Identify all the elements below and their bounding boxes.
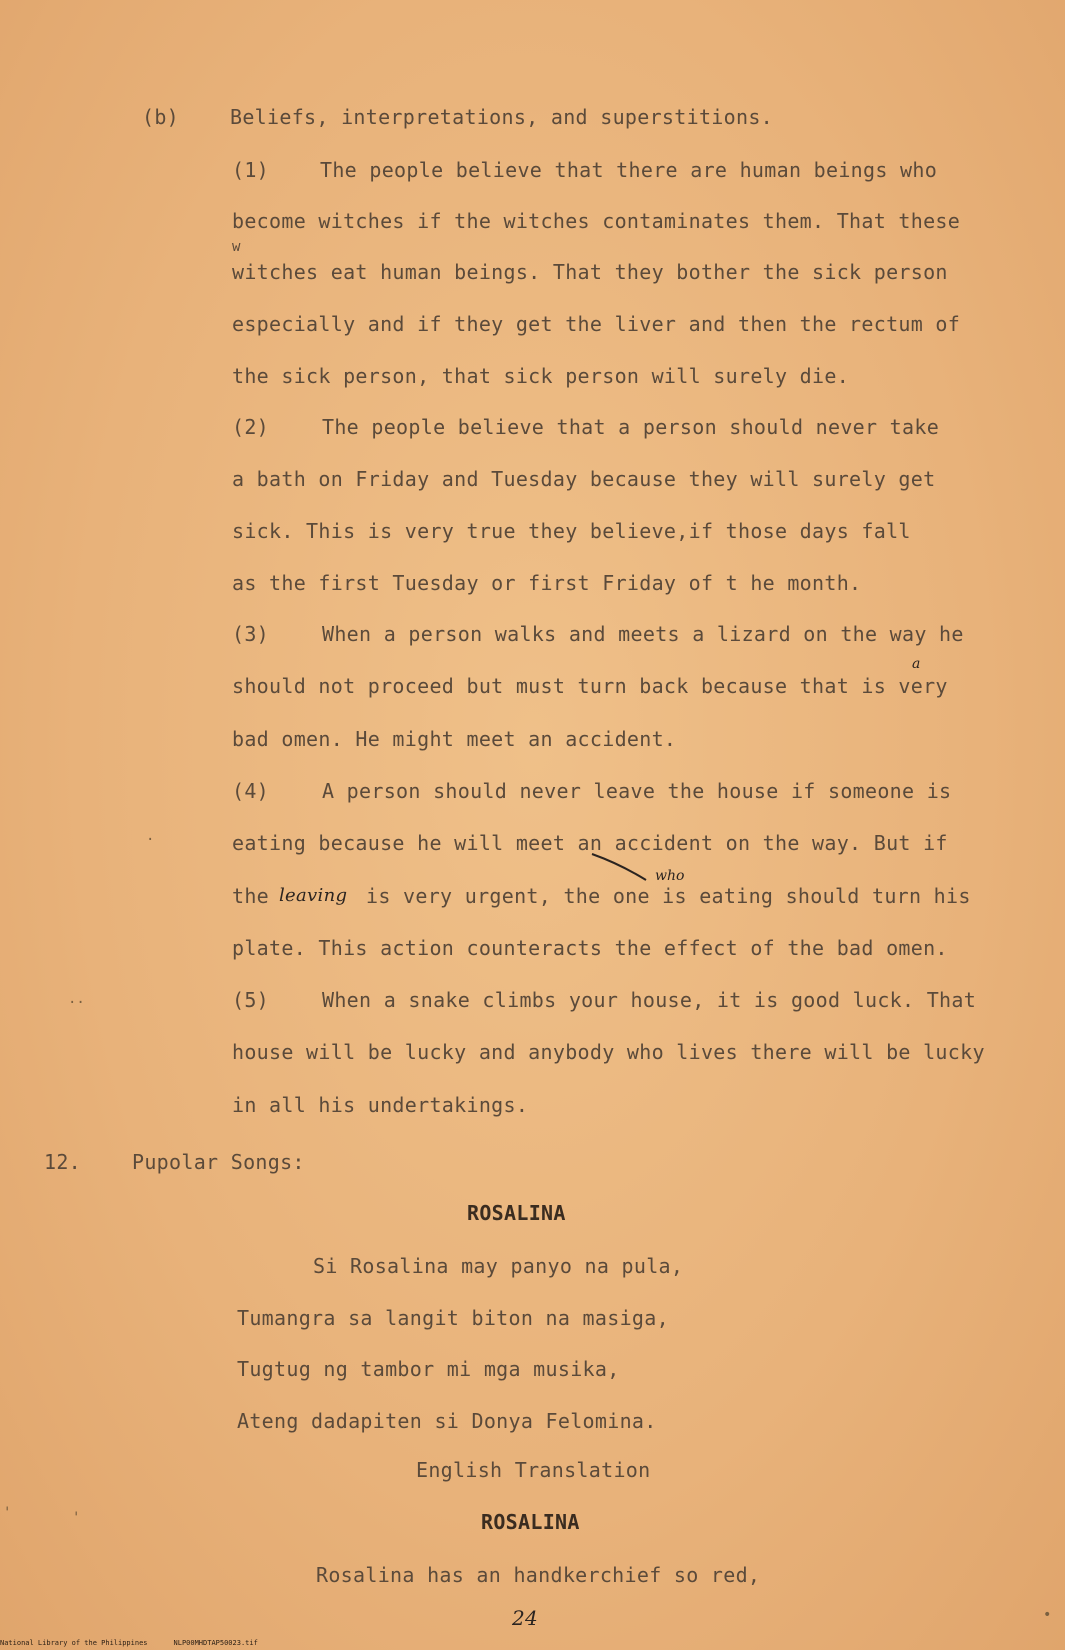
item-4-line-3-the: the (232, 884, 270, 908)
item-2-number: (2) (232, 415, 270, 439)
item-4-line-3: is very urgent, the one is eating should turn his (366, 884, 971, 908)
item-4-line-1: A person should never leave the house if someone is (322, 779, 952, 803)
item-3-line-1: When a person walks and meets a lizard on the way he (322, 622, 964, 646)
song-line-4: Ateng dadapiten si Donya Felomina. (237, 1409, 657, 1433)
translation-title: ROSALINA (481, 1510, 580, 1534)
item-5-line-1: When a snake climbs your house, it is good luck. That (322, 988, 977, 1012)
item-3-number: (3) (232, 622, 270, 646)
translation-label: English Translation (416, 1458, 651, 1482)
w-correction-mark: w (232, 239, 241, 255)
item-2-line-2: a bath on Friday and Tuesday because they will surely get (232, 467, 936, 491)
item-3-line-2: should not proceed but must turn back because that is very (232, 674, 948, 698)
section-12-heading: Pupolar Songs: (132, 1150, 305, 1174)
item-4-line-4: plate. This action counteracts the effect of the bad omen. (232, 936, 948, 960)
item-1-line-1: The people believe that there are human beings who (320, 158, 938, 182)
who-insert-mark: who (655, 868, 685, 884)
item-1-line-5: the sick person, that sick person will surely die. (232, 364, 850, 388)
item-3-line-3: bad omen. He might meet an accident. (232, 727, 677, 751)
speck-mark: · (146, 832, 155, 848)
speck-mark: ' (3, 1505, 12, 1521)
item-5-line-3: in all his undertakings. (232, 1093, 529, 1117)
song-line-1: Si Rosalina may panyo na pula, (313, 1254, 684, 1278)
item-5-line-2: house will be lucky and anybody who lives there will be lucky (232, 1040, 985, 1064)
section-b-heading: Beliefs, interpretations, and superstitions. (230, 105, 774, 129)
item-4-line-2: eating because he will meet an accident on the way. But if (232, 831, 948, 855)
song-line-3: Tugtug ng tambor mi mga musika, (237, 1357, 620, 1381)
scan-footer (0, 1639, 400, 1647)
speck-mark: ·· (68, 995, 85, 1011)
item-1-line-4: especially and if they get the liver and then the rectum of (232, 312, 961, 336)
item-2-line-4: as the first Tuesday or first Friday of t he month. (232, 571, 862, 595)
a-insert-mark: a (912, 656, 921, 672)
speck-mark: ' (72, 1510, 81, 1526)
item-1-line-3: witches eat human beings. That they bother the sick person (232, 260, 948, 284)
page-number: 24 (512, 1606, 539, 1630)
section-12-number: 12. (44, 1150, 82, 1174)
footer-institution: National Library of the Philippines (0, 1639, 148, 1647)
speck-mark: • (1043, 1607, 1052, 1623)
item-5-number: (5) (232, 988, 270, 1012)
item-1-line-2: become witches if the witches contaminates them. That these (232, 209, 961, 233)
item-2-line-3: sick. This is very true they believe,if those days fall (232, 519, 911, 543)
item-2-line-1: The people believe that a person should never take (322, 415, 940, 439)
song-title: ROSALINA (467, 1201, 566, 1225)
section-b-label: (b) (142, 105, 180, 129)
item-1-number: (1) (232, 158, 270, 182)
item-4-number: (4) (232, 779, 270, 803)
leaving-handwritten: leaving (279, 885, 348, 906)
song-line-2: Tumangra sa langit biton na masiga, (237, 1306, 669, 1330)
translation-line-1: Rosalina has an handkerchief so red, (316, 1563, 761, 1587)
footer-file: NLP00MHDTAP50023.tif (173, 1639, 258, 1647)
